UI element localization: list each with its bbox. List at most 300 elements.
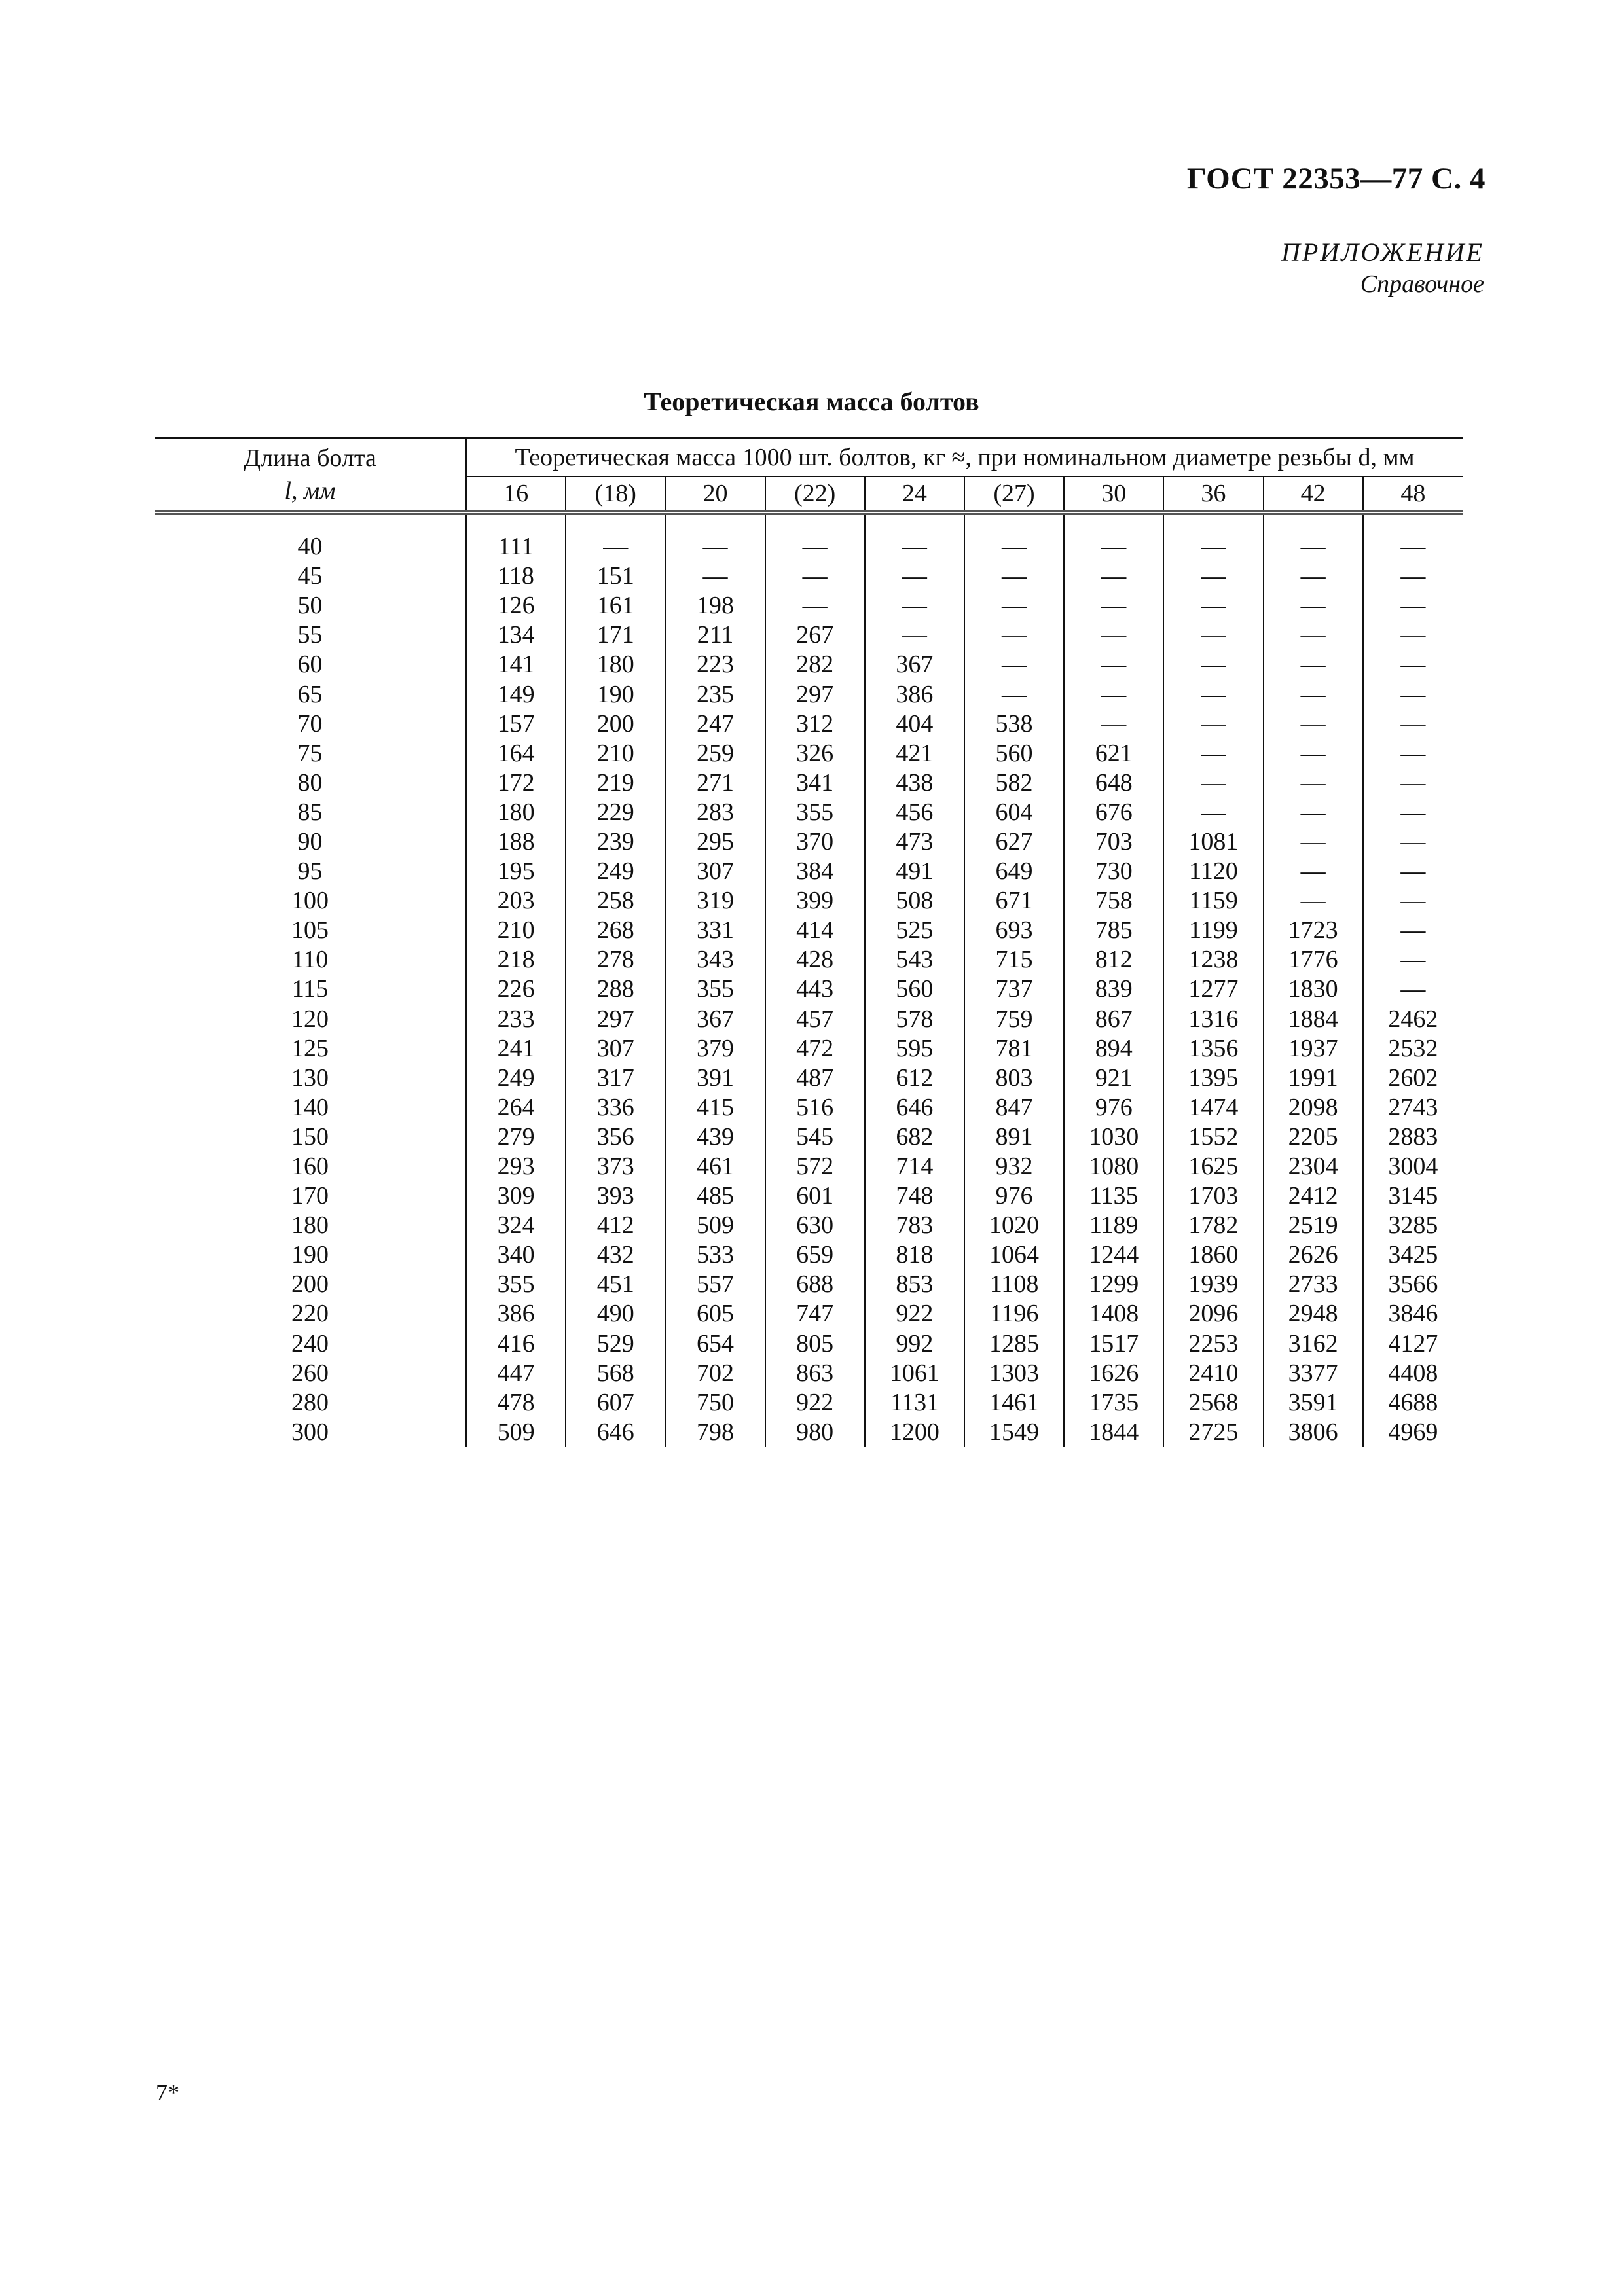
length-cell: 70 <box>297 709 323 738</box>
mass-cell: 922 <box>865 1299 964 1329</box>
length-header-line1: Длина болта <box>244 444 376 472</box>
mass-cell: — <box>964 512 1064 562</box>
table-row <box>155 886 1463 916</box>
length-cell: 220 <box>291 1300 329 1328</box>
mass-cell: — <box>1264 798 1363 827</box>
mass-cell: 1776 <box>1264 945 1363 975</box>
table-row <box>155 512 1463 562</box>
mass-cell: 438 <box>865 768 964 798</box>
mass-cell: 218 <box>466 945 566 975</box>
mass-cell: 607 <box>566 1388 665 1418</box>
mass-cell: 1844 <box>1064 1418 1163 1447</box>
mass-cell: 1356 <box>1163 1034 1263 1064</box>
mass-cell: 268 <box>566 916 665 945</box>
mass-cell: 1549 <box>964 1418 1064 1447</box>
mass-cell: 151 <box>566 562 665 591</box>
mass-cell: — <box>1064 679 1163 709</box>
mass-cell: 312 <box>765 709 865 739</box>
length-cell: 115 <box>291 975 329 1003</box>
mass-cell: 226 <box>466 975 566 1004</box>
mass-cell: — <box>865 512 964 562</box>
mass-cell: 2462 <box>1363 1005 1463 1034</box>
mass-cell: 2253 <box>1163 1329 1263 1359</box>
mass-cell: 355 <box>466 1270 566 1299</box>
mass-cell: 297 <box>765 679 865 709</box>
table-row <box>155 1418 1463 1447</box>
mass-cell: 386 <box>865 679 964 709</box>
mass-cell: 317 <box>566 1064 665 1093</box>
mass-cell: 1299 <box>1064 1270 1163 1299</box>
table-row <box>155 827 1463 857</box>
mass-cell: — <box>1264 591 1363 620</box>
mass-cell: 621 <box>1064 739 1163 768</box>
mass-cell: 491 <box>865 857 964 886</box>
length-cell: 90 <box>297 827 323 855</box>
table-row <box>155 1240 1463 1270</box>
mass-cell: 750 <box>665 1388 765 1418</box>
mass-cell: 648 <box>1064 768 1163 798</box>
mass-cell: — <box>865 620 964 650</box>
mass-cell: 682 <box>865 1122 964 1152</box>
length-cell: 105 <box>291 916 329 944</box>
mass-cell: 157 <box>466 709 566 739</box>
diameter-header: (18) <box>566 476 665 512</box>
mass-cell: — <box>1363 620 1463 650</box>
mass-cell: 1395 <box>1163 1064 1263 1093</box>
mass-cell: 1159 <box>1163 886 1263 916</box>
mass-cell: 737 <box>964 975 1064 1004</box>
table-row <box>155 1093 1463 1122</box>
table-row <box>155 1270 1463 1299</box>
mass-cell: 2626 <box>1264 1240 1363 1270</box>
mass-cell: 456 <box>865 798 964 827</box>
length-cell: 45 <box>297 562 323 590</box>
mass-cell: 1189 <box>1064 1211 1163 1240</box>
length-cell: 160 <box>291 1153 329 1181</box>
mass-cell: 922 <box>765 1388 865 1418</box>
mass-cell: 3377 <box>1264 1359 1363 1388</box>
mass-cell: 4127 <box>1363 1329 1463 1359</box>
table-body <box>155 512 1463 1447</box>
table-row <box>155 1299 1463 1329</box>
mass-cell: 509 <box>466 1418 566 1447</box>
mass-cell: — <box>1264 886 1363 916</box>
mass-cell: 490 <box>566 1299 665 1329</box>
diameter-header: 42 <box>1264 476 1363 512</box>
length-cell: 95 <box>297 857 323 886</box>
mass-cell: — <box>1264 620 1363 650</box>
mass-cell: 654 <box>665 1329 765 1359</box>
length-cell: 140 <box>291 1093 329 1121</box>
mass-cell: 416 <box>466 1329 566 1359</box>
mass-cell: — <box>1363 739 1463 768</box>
mass-cell: 283 <box>665 798 765 827</box>
mass-cell: 271 <box>665 768 765 798</box>
mass-cell: 508 <box>865 886 964 916</box>
mass-cell: 714 <box>865 1152 964 1181</box>
mass-cell: 2883 <box>1363 1122 1463 1152</box>
mass-cell: 297 <box>566 1005 665 1034</box>
mass-cell: 241 <box>466 1034 566 1064</box>
mass-cell: 538 <box>964 709 1064 739</box>
mass-cell: 343 <box>665 945 765 975</box>
mass-cell: 781 <box>964 1034 1064 1064</box>
mass-cell: 533 <box>665 1240 765 1270</box>
mass-cell: — <box>1264 512 1363 562</box>
mass-cell: 384 <box>765 857 865 886</box>
mass-cell: — <box>964 620 1064 650</box>
mass-cell: — <box>1163 679 1263 709</box>
mass-cell: 1723 <box>1264 916 1363 945</box>
mass-cell: 219 <box>566 768 665 798</box>
mass-cell: — <box>964 650 1064 679</box>
table-row <box>155 1122 1463 1152</box>
table-row <box>155 945 1463 975</box>
mass-cell: 4688 <box>1363 1388 1463 1418</box>
table-title: Теоретическая масса болтов <box>644 387 979 416</box>
length-cell: 120 <box>291 1005 329 1033</box>
mass-cell: 605 <box>665 1299 765 1329</box>
mass-cell: 2304 <box>1264 1152 1363 1181</box>
mass-cell: 447 <box>466 1359 566 1388</box>
mass-cell: — <box>765 512 865 562</box>
mass-cell: — <box>1363 512 1463 562</box>
mass-cell: — <box>1363 591 1463 620</box>
mass-cell: 646 <box>865 1093 964 1122</box>
mass-cell: — <box>1363 975 1463 1004</box>
mass-cell: 601 <box>765 1181 865 1211</box>
diameter-header: 16 <box>466 476 566 512</box>
length-cell: 240 <box>291 1329 329 1357</box>
mass-cell: 473 <box>865 827 964 857</box>
mass-cell: 2519 <box>1264 1211 1363 1240</box>
mass-cell: 203 <box>466 886 566 916</box>
mass-cell: — <box>1064 562 1163 591</box>
mass-cell: 560 <box>964 739 1064 768</box>
mass-cell: 853 <box>865 1270 964 1299</box>
table-row <box>155 916 1463 945</box>
mass-cell: 264 <box>466 1093 566 1122</box>
mass-cell: 149 <box>466 679 566 709</box>
mass-cell: 3846 <box>1363 1299 1463 1329</box>
mass-cell: 659 <box>765 1240 865 1270</box>
mass-cell: 457 <box>765 1005 865 1034</box>
mass-cell: 2096 <box>1163 1299 1263 1329</box>
mass-cell: 2948 <box>1264 1299 1363 1329</box>
mass-cell: — <box>1264 827 1363 857</box>
mass-cell: 818 <box>865 1240 964 1270</box>
diameter-header: 36 <box>1163 476 1263 512</box>
mass-cell: 543 <box>865 945 964 975</box>
mass-cell: 233 <box>466 1005 566 1034</box>
length-cell: 110 <box>291 946 329 974</box>
mass-cell: 279 <box>466 1122 566 1152</box>
mass-cell: 688 <box>765 1270 865 1299</box>
mass-cell: — <box>1064 709 1163 739</box>
mass-cell: 356 <box>566 1122 665 1152</box>
mass-cell: 671 <box>964 886 1064 916</box>
mass-cell: 1064 <box>964 1240 1064 1270</box>
mass-cell: 331 <box>665 916 765 945</box>
mass-cell: 921 <box>1064 1064 1163 1093</box>
mass-cell: — <box>865 591 964 620</box>
mass-cell: 141 <box>466 650 566 679</box>
mass-cell: — <box>1363 886 1463 916</box>
mass-cell: 1030 <box>1064 1122 1163 1152</box>
mass-cell: 4969 <box>1363 1418 1463 1447</box>
mass-cell: — <box>964 591 1064 620</box>
mass-cell: — <box>1163 591 1263 620</box>
mass-cell: 1860 <box>1163 1240 1263 1270</box>
mass-cell: — <box>1363 679 1463 709</box>
mass-cell: 164 <box>466 739 566 768</box>
diameter-header: (27) <box>964 476 1064 512</box>
mass-cell: 1081 <box>1163 827 1263 857</box>
mass-cell: 428 <box>765 945 865 975</box>
length-cell: 190 <box>291 1241 329 1269</box>
mass-cell: — <box>1363 798 1463 827</box>
table-row <box>155 1329 1463 1359</box>
mass-cell: 3145 <box>1363 1181 1463 1211</box>
mass-cell: 1408 <box>1064 1299 1163 1329</box>
mass-cell: 557 <box>665 1270 765 1299</box>
mass-cell: 210 <box>466 916 566 945</box>
diameter-header: 30 <box>1064 476 1163 512</box>
mass-cell: — <box>964 562 1064 591</box>
mass-cell: 3425 <box>1363 1240 1463 1270</box>
mass-cell: 976 <box>1064 1093 1163 1122</box>
mass-cell: 1937 <box>1264 1034 1363 1064</box>
table-row <box>155 1005 1463 1034</box>
mass-cell: 649 <box>964 857 1064 886</box>
table-row <box>155 798 1463 827</box>
mass-cell: 1625 <box>1163 1152 1263 1181</box>
mass-cell: 229 <box>566 798 665 827</box>
mass-cell: — <box>665 562 765 591</box>
mass-cell: 676 <box>1064 798 1163 827</box>
mass-cell: 1991 <box>1264 1064 1363 1093</box>
mass-cell: 2098 <box>1264 1093 1363 1122</box>
mass-cell: 578 <box>865 1005 964 1034</box>
table-row <box>155 739 1463 768</box>
mass-cell: 1735 <box>1064 1388 1163 1418</box>
mass-cell: 703 <box>1064 827 1163 857</box>
appendix-block <box>1281 237 1484 300</box>
mass-cell: 386 <box>466 1299 566 1329</box>
mass-cell: 783 <box>865 1211 964 1240</box>
appendix-label: ПРИЛОЖЕНИЕ <box>1281 238 1484 267</box>
mass-cell: 200 <box>566 709 665 739</box>
mass-cell: 1830 <box>1264 975 1363 1004</box>
mass-cell: 1703 <box>1163 1181 1263 1211</box>
mass-cell: 210 <box>566 739 665 768</box>
mass-cell: 748 <box>865 1181 964 1211</box>
mass-cell: 702 <box>665 1359 765 1388</box>
mass-cell: 326 <box>765 739 865 768</box>
mass-cell: 190 <box>566 679 665 709</box>
mass-cell: 2568 <box>1163 1388 1263 1418</box>
mass-cell: — <box>1163 798 1263 827</box>
length-header-line2: l, мм <box>284 477 336 505</box>
mass-cell: 324 <box>466 1211 566 1240</box>
mass-cell: 3591 <box>1264 1388 1363 1418</box>
mass-cell: 295 <box>665 827 765 857</box>
mass-cell: 1135 <box>1064 1181 1163 1211</box>
mass-cell: 1061 <box>865 1359 964 1388</box>
mass-cell: 529 <box>566 1329 665 1359</box>
mass-cell: 803 <box>964 1064 1064 1093</box>
mass-cell: 282 <box>765 650 865 679</box>
mass-cell: 451 <box>566 1270 665 1299</box>
mass-cell: 1626 <box>1064 1359 1163 1388</box>
mass-cell: — <box>1363 562 1463 591</box>
mass-cell: 891 <box>964 1122 1064 1152</box>
table-row <box>155 591 1463 620</box>
mass-cell: 847 <box>964 1093 1064 1122</box>
mass-cell: 432 <box>566 1240 665 1270</box>
length-cell: 55 <box>297 621 323 649</box>
mass-cell: 439 <box>665 1122 765 1152</box>
mass-cell: 932 <box>964 1152 1064 1181</box>
mass-cell: — <box>1163 620 1263 650</box>
mass-cell: 1461 <box>964 1388 1064 1418</box>
mass-cell: — <box>1264 768 1363 798</box>
table-row <box>155 1064 1463 1093</box>
table-row <box>155 768 1463 798</box>
mass-cell: 1316 <box>1163 1005 1263 1034</box>
mass-cell: 1517 <box>1064 1329 1163 1359</box>
length-cell: 125 <box>291 1034 329 1062</box>
mass-cell: 307 <box>566 1034 665 1064</box>
mass-cell: 509 <box>665 1211 765 1240</box>
mass-cell: 404 <box>865 709 964 739</box>
length-cell: 260 <box>291 1359 329 1387</box>
mass-cell: 3162 <box>1264 1329 1363 1359</box>
table-row <box>155 709 1463 739</box>
mass-cell: 612 <box>865 1064 964 1093</box>
length-cell: 150 <box>291 1122 329 1151</box>
diameter-header: 48 <box>1363 476 1463 512</box>
mass-cell: 715 <box>964 945 1064 975</box>
mass-cell: 1199 <box>1163 916 1263 945</box>
page-mark: 7* <box>156 2079 179 2106</box>
mass-cell: 478 <box>466 1388 566 1418</box>
table-row <box>155 620 1463 650</box>
mass-cell: 980 <box>765 1418 865 1447</box>
mass-cell: 355 <box>665 975 765 1004</box>
mass-cell: 976 <box>964 1181 1064 1211</box>
diameter-header: (22) <box>765 476 865 512</box>
mass-cell: 560 <box>865 975 964 1004</box>
bolt-mass-table <box>155 437 1463 1447</box>
mass-cell: — <box>1163 709 1263 739</box>
mass-cell: 288 <box>566 975 665 1004</box>
mass-cell: 812 <box>1064 945 1163 975</box>
length-cell: 280 <box>291 1388 329 1416</box>
mass-cell: 630 <box>765 1211 865 1240</box>
mass-cell: 1782 <box>1163 1211 1263 1240</box>
diameter-header: 24 <box>865 476 964 512</box>
mass-cell: 336 <box>566 1093 665 1122</box>
mass-cell: — <box>1363 709 1463 739</box>
mass-cell: 3285 <box>1363 1211 1463 1240</box>
mass-cell: 247 <box>665 709 765 739</box>
mass-cell: 867 <box>1064 1005 1163 1034</box>
mass-cell: 126 <box>466 591 566 620</box>
table-row <box>155 650 1463 679</box>
mass-cell: 747 <box>765 1299 865 1329</box>
mass-cell: — <box>1264 739 1363 768</box>
mass-cell: 180 <box>566 650 665 679</box>
mass-cell: 1120 <box>1163 857 1263 886</box>
mass-cell: 627 <box>964 827 1064 857</box>
mass-cell: 4408 <box>1363 1359 1463 1388</box>
mass-cell: — <box>1163 512 1263 562</box>
mass-cell: 367 <box>865 650 964 679</box>
mass-cell: 487 <box>765 1064 865 1093</box>
mass-cell: 2532 <box>1363 1034 1463 1064</box>
mass-cell: 2602 <box>1363 1064 1463 1093</box>
table-row <box>155 679 1463 709</box>
mass-cell: 1303 <box>964 1359 1064 1388</box>
mass-cell: 307 <box>665 857 765 886</box>
length-cell: 170 <box>291 1182 329 1210</box>
mass-cell: 421 <box>865 739 964 768</box>
mass-cell: — <box>964 679 1064 709</box>
mass-cell: 319 <box>665 886 765 916</box>
length-cell: 100 <box>291 887 329 915</box>
mass-cell: 805 <box>765 1329 865 1359</box>
mass-cell: 195 <box>466 857 566 886</box>
mass-cell: 1244 <box>1064 1240 1163 1270</box>
table-row <box>155 1152 1463 1181</box>
mass-cell: 3806 <box>1264 1418 1363 1447</box>
mass-cell: 198 <box>665 591 765 620</box>
mass-cell: — <box>1363 916 1463 945</box>
table-row <box>155 1211 1463 1240</box>
table-row <box>155 1034 1463 1064</box>
mass-cell: 595 <box>865 1034 964 1064</box>
mass-cell: 759 <box>964 1005 1064 1034</box>
mass-cell: — <box>1264 679 1363 709</box>
mass-cell: — <box>1064 512 1163 562</box>
mass-cell: 1552 <box>1163 1122 1263 1152</box>
mass-cell: 239 <box>566 827 665 857</box>
mass-cell: 399 <box>765 886 865 916</box>
mass-cell: 249 <box>466 1064 566 1093</box>
mass-cell: 134 <box>466 620 566 650</box>
mass-cell: 1474 <box>1163 1093 1263 1122</box>
table-row <box>155 857 1463 886</box>
mass-cell: — <box>1264 709 1363 739</box>
mass-cell: 373 <box>566 1152 665 1181</box>
mass-cell: 370 <box>765 827 865 857</box>
mass-cell: 2725 <box>1163 1418 1263 1447</box>
mass-cell: 391 <box>665 1064 765 1093</box>
mass-cell: 992 <box>865 1329 964 1359</box>
mass-column-header: Теоретическая масса 1000 шт. болтов, кг ≈, при номинальном диаметре резьбы d, мм <box>466 439 1463 477</box>
length-cell: 300 <box>291 1418 329 1446</box>
mass-cell: 1200 <box>865 1418 964 1447</box>
table-row <box>155 975 1463 1004</box>
length-cell: 50 <box>297 592 323 620</box>
length-column-header <box>155 439 466 513</box>
mass-cell: 172 <box>466 768 566 798</box>
mass-cell: 309 <box>466 1181 566 1211</box>
mass-cell: 582 <box>964 768 1064 798</box>
mass-cell: 340 <box>466 1240 566 1270</box>
mass-cell: 646 <box>566 1418 665 1447</box>
